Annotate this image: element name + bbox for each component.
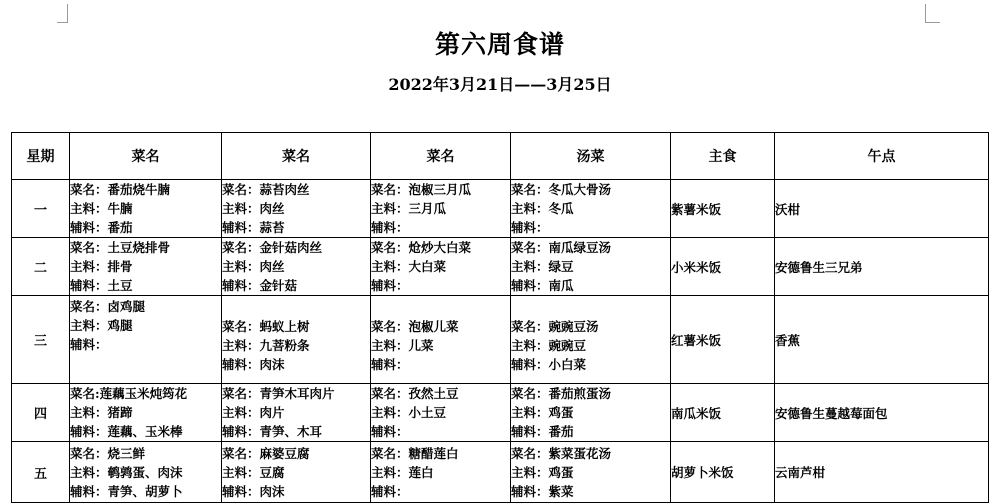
staple-cell: 紫薯米饭 xyxy=(671,180,775,238)
soup-cell xyxy=(511,296,671,384)
main-ingredient: 主料：鸡蛋 xyxy=(511,464,574,480)
weekday-cell: 二 xyxy=(12,238,70,296)
dish-name: 菜名：紫菜蛋花汤 xyxy=(511,445,612,461)
column-header: 菜名 xyxy=(371,133,511,180)
dish-name: 菜名：烧三鲜 xyxy=(70,445,146,461)
dish-cell xyxy=(222,296,371,384)
weekday-cell: 一 xyxy=(12,180,70,238)
main-ingredient: 主料：肉丝 xyxy=(222,201,285,216)
main-ingredient: 主料：猪蹄 xyxy=(70,405,133,420)
weekday-cell: 五 xyxy=(12,442,70,503)
dish-name: 菜名:莲藕玉米炖筠花 xyxy=(70,386,188,401)
dish-cell xyxy=(371,384,511,442)
dish-cell xyxy=(222,180,371,238)
dish-name: 菜名：南瓜绿豆汤 xyxy=(511,240,612,255)
dish-cell xyxy=(371,180,511,238)
page-corner-mark xyxy=(925,4,940,23)
main-ingredient: 主料：鸡腿 xyxy=(70,318,133,333)
snack-cell: 云南芦柑 xyxy=(775,442,989,503)
header-row xyxy=(12,133,989,180)
side-ingredient: 辅料：金针菇 xyxy=(222,278,298,293)
main-ingredient: 主料：牛腩 xyxy=(70,201,133,216)
page-title: 第六周食谱 xyxy=(434,30,565,59)
side-ingredient: 辅料：青笋、木耳 xyxy=(222,424,323,439)
main-ingredient: 主料：豆腐 xyxy=(222,464,285,480)
side-ingredient: 辅料：番茄 xyxy=(511,424,574,439)
side-ingredient: 辅料： xyxy=(70,337,108,352)
dish-name: 菜名：泡椒三月瓜 xyxy=(371,182,472,197)
dish-cell xyxy=(70,238,222,296)
dish-name: 菜名：炝炒大白菜 xyxy=(371,240,472,255)
dish-name: 菜名：孜然土豆 xyxy=(371,386,459,401)
side-ingredient: 辅料：番茄 xyxy=(70,220,133,235)
column-header: 星期 xyxy=(12,133,70,180)
main-ingredient: 主料：九菩粉条 xyxy=(222,338,310,353)
dish-cell xyxy=(70,384,222,442)
main-ingredient: 主料：豌豌豆 xyxy=(511,338,587,353)
snack-cell: 香蕉 xyxy=(775,296,989,384)
side-ingredient: 辅料： xyxy=(371,424,409,439)
table-row xyxy=(12,442,989,503)
side-ingredient: 辅料： xyxy=(371,357,409,372)
dish-name: 菜名：土豆烧排骨 xyxy=(70,240,171,255)
side-ingredient: 辅料：肉沫 xyxy=(222,357,285,372)
dish-name: 菜名：蒜苔肉丝 xyxy=(222,182,310,197)
main-ingredient: 主料：肉片 xyxy=(222,405,285,420)
main-ingredient: 主料：小土豆 xyxy=(371,405,447,420)
column-header: 菜名 xyxy=(70,133,222,180)
staple-cell: 小米米饭 xyxy=(671,238,775,296)
side-ingredient: 辅料： xyxy=(371,220,409,235)
dish-name: 菜名：番茄煎蛋汤 xyxy=(511,386,612,401)
main-ingredient: 主料：莲白 xyxy=(371,464,434,480)
snack-cell: 沃柑 xyxy=(775,180,989,238)
side-ingredient: 辅料：蒜苔 xyxy=(222,220,285,235)
dish-cell xyxy=(371,238,511,296)
main-ingredient: 主料：儿菜 xyxy=(371,338,434,353)
side-ingredient: 辅料：小白菜 xyxy=(511,357,587,372)
staple-cell: 南瓜米饭 xyxy=(671,384,775,442)
dish-name: 菜名：冬瓜大骨汤 xyxy=(511,182,612,197)
table-row xyxy=(12,296,989,384)
dish-cell xyxy=(371,442,511,503)
weekday-cell: 三 xyxy=(12,296,70,384)
column-header: 主食 xyxy=(671,133,775,180)
soup-cell xyxy=(511,238,671,296)
dish-cell xyxy=(70,296,222,384)
column-header: 汤菜 xyxy=(511,133,671,180)
dish-cell xyxy=(70,442,222,503)
side-ingredient: 辅料： xyxy=(371,483,409,499)
side-ingredient: 辅料：青笋、胡萝卜 xyxy=(70,483,183,499)
soup-cell xyxy=(511,180,671,238)
dish-name: 菜名：青笋木耳肉片 xyxy=(222,386,335,401)
side-ingredient: 辅料：紫菜 xyxy=(511,483,574,499)
dish-name: 菜名：麻婆豆腐 xyxy=(222,445,310,461)
page-corner-mark xyxy=(57,4,68,23)
side-ingredient: 辅料：南瓜 xyxy=(511,278,574,293)
staple-cell: 红薯米饭 xyxy=(671,296,775,384)
date-range: 2022年3月21日——3月25日 xyxy=(388,75,612,94)
dish-cell xyxy=(70,180,222,238)
dish-name: 菜名：番茄烧牛腩 xyxy=(70,182,171,197)
side-ingredient: 辅料：莲藕、玉米棒 xyxy=(70,424,183,439)
dish-name: 菜名：卤鸡腿 xyxy=(70,299,146,314)
side-ingredient: 辅料：土豆 xyxy=(70,278,133,293)
staple-cell: 胡萝卜米饭 xyxy=(671,442,775,503)
side-ingredient: 辅料： xyxy=(511,220,549,235)
dish-cell xyxy=(222,238,371,296)
snack-cell: 安德鲁生三兄弟 xyxy=(775,238,989,296)
side-ingredient: 辅料：肉沫 xyxy=(222,483,285,499)
snack-cell: 安德鲁生蔓越莓面包 xyxy=(775,384,989,442)
main-ingredient: 主料：鹌鹑蛋、肉沫 xyxy=(70,464,183,480)
dish-name: 菜名：蚂蚁上树 xyxy=(222,319,310,334)
column-header: 午点 xyxy=(775,133,989,180)
main-ingredient: 主料：三月瓜 xyxy=(371,201,447,216)
main-ingredient: 主料：肉丝 xyxy=(222,259,285,274)
weekly-menu-table xyxy=(11,132,989,503)
main-ingredient: 主料：大白菜 xyxy=(371,259,447,274)
dish-cell xyxy=(222,384,371,442)
table-row xyxy=(12,384,989,442)
soup-cell xyxy=(511,384,671,442)
dish-name: 菜名：金针菇肉丝 xyxy=(222,240,323,255)
dish-cell xyxy=(371,296,511,384)
main-ingredient: 主料：冬瓜 xyxy=(511,201,574,216)
table-row xyxy=(12,180,989,238)
dish-name: 菜名：豌豌豆汤 xyxy=(511,319,599,334)
dish-name: 菜名：糖醋莲白 xyxy=(371,445,459,461)
main-ingredient: 主料：鸡蛋 xyxy=(511,405,574,420)
column-header: 菜名 xyxy=(222,133,371,180)
table-row xyxy=(12,238,989,296)
soup-cell xyxy=(511,442,671,503)
main-ingredient: 主料：绿豆 xyxy=(511,259,574,274)
side-ingredient: 辅料： xyxy=(371,278,409,293)
weekday-cell: 四 xyxy=(12,384,70,442)
main-ingredient: 主料：排骨 xyxy=(70,259,133,274)
dish-cell xyxy=(222,442,371,503)
dish-name: 菜名：泡椒儿菜 xyxy=(371,319,459,334)
